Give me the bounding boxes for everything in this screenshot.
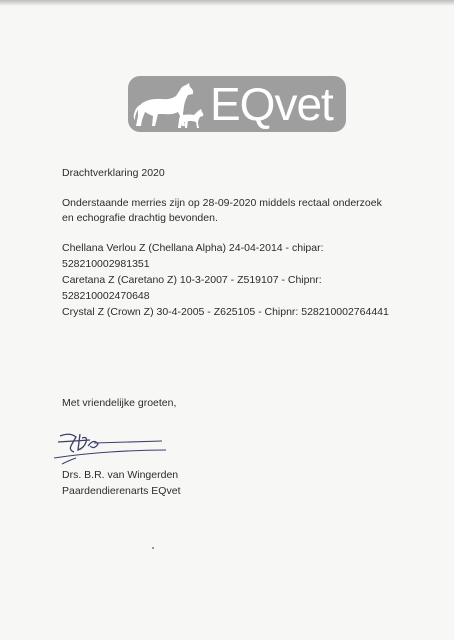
signer-name: Drs. B.R. van Wingerden	[62, 469, 179, 481]
intro-line-1: Onderstaande merries zijn op 28-09-2020 middels rectaal onderzoek	[62, 197, 382, 209]
mare-2-chip: 528210002470648	[62, 290, 150, 302]
scan-edge	[0, 0, 454, 6]
mare-1-chip: 528210002981351	[62, 258, 150, 270]
signer-title: Paardendierenarts EQvet	[62, 485, 181, 497]
intro-line-2: en echografie drachtig bevonden.	[62, 212, 218, 224]
mare-1-line-1: Chellana Verlou Z (Chellana Alpha) 24-04-2014 - chipar:	[62, 242, 324, 254]
scan-speck	[152, 547, 154, 549]
document-title: Drachtverklaring 2020	[62, 167, 165, 179]
mare-2-line-1: Caretana Z (Caretano Z) 10-3-2007 - Z519107 - Chipnr:	[62, 274, 322, 286]
logo-wordmark: EQvet	[210, 78, 333, 130]
closing-greeting: Met vriendelijke groeten,	[62, 397, 177, 409]
mare-3-line: Crystal Z (Crown Z) 30-4-2005 - Z625105 - Chipnr: 528210002764441	[62, 306, 389, 318]
eqvet-logo	[128, 76, 346, 132]
handwritten-signature	[50, 428, 170, 468]
